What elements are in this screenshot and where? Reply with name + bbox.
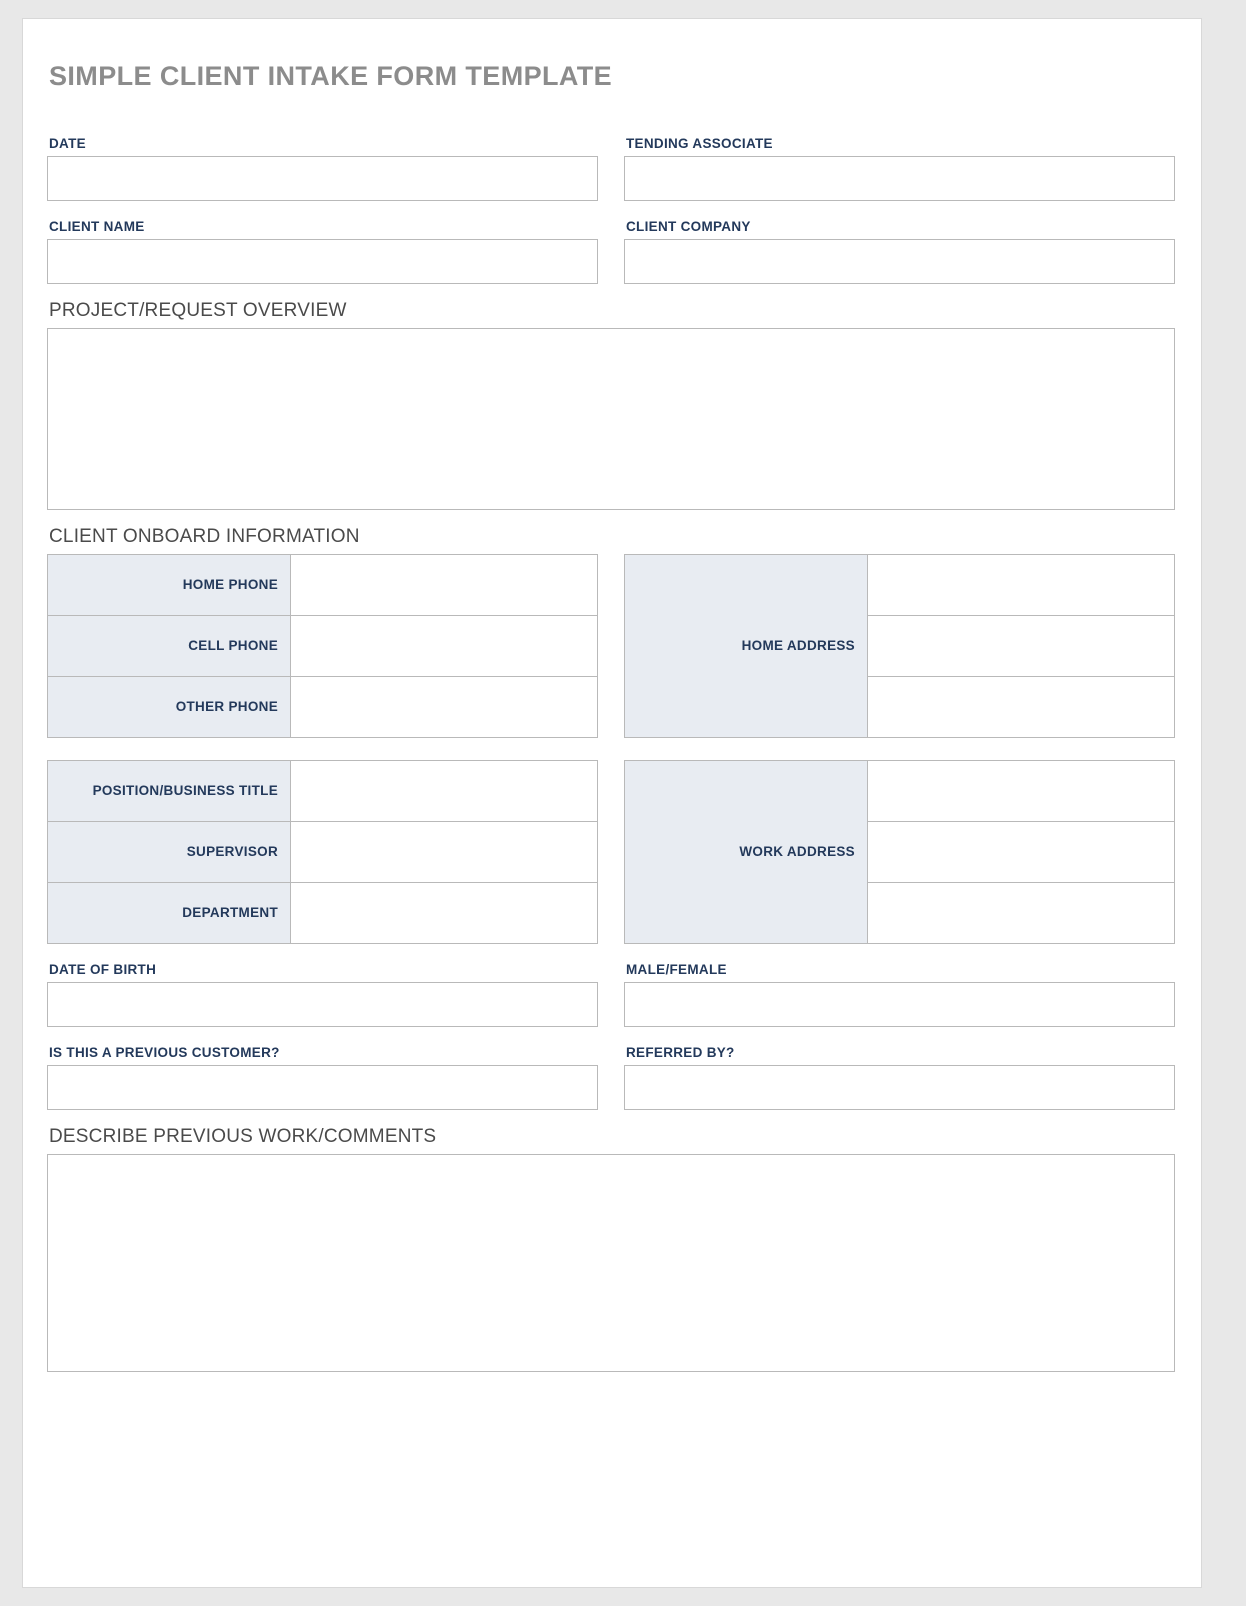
row-label-department: DEPARTMENT bbox=[48, 883, 291, 944]
work-address-line3-input[interactable] bbox=[868, 883, 1175, 944]
field-client-company bbox=[624, 219, 1175, 284]
other-phone-input[interactable] bbox=[291, 677, 598, 738]
field-previous-customer bbox=[47, 1045, 598, 1110]
table-row bbox=[48, 761, 598, 822]
page-title: SIMPLE CLIENT INTAKE FORM TEMPLATE bbox=[49, 61, 613, 91]
field-tending-associate bbox=[624, 136, 1175, 201]
field-date-of-birth bbox=[47, 962, 598, 1027]
male-female-input[interactable] bbox=[624, 982, 1175, 1027]
table-row bbox=[625, 761, 1175, 822]
row-label-other-phone: OTHER PHONE bbox=[48, 677, 291, 738]
client-name-input[interactable] bbox=[47, 239, 598, 284]
section-label-client-onboard: CLIENT ONBOARD INFORMATION bbox=[49, 526, 360, 547]
row-client-name-company bbox=[47, 219, 1175, 284]
cell-phone-input[interactable] bbox=[291, 616, 598, 677]
home-address-line3-input[interactable] bbox=[868, 677, 1175, 738]
field-referred-by bbox=[624, 1045, 1175, 1110]
tending-associate-input[interactable] bbox=[624, 156, 1175, 201]
row-previous-customer-referred bbox=[47, 1045, 1175, 1110]
table-row bbox=[625, 555, 1175, 616]
table-work-info bbox=[47, 760, 598, 944]
table-phones bbox=[47, 554, 598, 738]
field-label-client-company: CLIENT COMPANY bbox=[626, 219, 751, 234]
document-sheet bbox=[22, 18, 1202, 1588]
row-label-home-address: HOME ADDRESS bbox=[625, 555, 868, 738]
field-label-referred-by: REFERRED BY? bbox=[626, 1045, 735, 1060]
position-title-input[interactable] bbox=[291, 761, 598, 822]
previous-customer-input[interactable] bbox=[47, 1065, 598, 1110]
table-row bbox=[48, 822, 598, 883]
department-input[interactable] bbox=[291, 883, 598, 944]
section-label-project-overview: PROJECT/REQUEST OVERVIEW bbox=[49, 300, 347, 321]
supervisor-input[interactable] bbox=[291, 822, 598, 883]
table-home-address bbox=[624, 554, 1175, 738]
row-label-cell-phone: CELL PHONE bbox=[48, 616, 291, 677]
row-work-info-work-address bbox=[47, 760, 1175, 944]
referred-by-input[interactable] bbox=[624, 1065, 1175, 1110]
home-address-line2-input[interactable] bbox=[868, 616, 1175, 677]
date-input[interactable] bbox=[47, 156, 598, 201]
table-row bbox=[48, 555, 598, 616]
section-describe-previous-work bbox=[47, 1126, 1175, 1372]
field-male-female bbox=[624, 962, 1175, 1027]
row-label-position-title: POSITION/BUSINESS TITLE bbox=[48, 761, 291, 822]
table-row bbox=[48, 677, 598, 738]
table-row bbox=[48, 883, 598, 944]
field-label-date: DATE bbox=[49, 136, 86, 151]
home-phone-input[interactable] bbox=[291, 555, 598, 616]
row-label-work-address: WORK ADDRESS bbox=[625, 761, 868, 944]
row-label-supervisor: SUPERVISOR bbox=[48, 822, 291, 883]
row-date-associate bbox=[47, 136, 1175, 201]
date-of-birth-input[interactable] bbox=[47, 982, 598, 1027]
project-overview-textarea[interactable] bbox=[47, 328, 1175, 510]
row-label-home-phone: HOME PHONE bbox=[48, 555, 291, 616]
row-phones-home-address bbox=[47, 554, 1175, 738]
field-label-date-of-birth: DATE OF BIRTH bbox=[49, 962, 157, 977]
field-label-male-female: MALE/FEMALE bbox=[626, 962, 727, 977]
table-row bbox=[48, 616, 598, 677]
client-company-input[interactable] bbox=[624, 239, 1175, 284]
field-date bbox=[47, 136, 598, 201]
section-project-overview bbox=[47, 300, 1175, 510]
home-address-line1-input[interactable] bbox=[868, 555, 1175, 616]
describe-previous-work-textarea[interactable] bbox=[47, 1154, 1175, 1372]
work-address-line1-input[interactable] bbox=[868, 761, 1175, 822]
section-label-describe-previous-work: DESCRIBE PREVIOUS WORK/COMMENTS bbox=[49, 1126, 437, 1147]
field-client-name bbox=[47, 219, 598, 284]
field-label-tending-associate: TENDING ASSOCIATE bbox=[626, 136, 773, 151]
field-label-client-name: CLIENT NAME bbox=[49, 219, 145, 234]
work-address-line2-input[interactable] bbox=[868, 822, 1175, 883]
table-work-address bbox=[624, 760, 1175, 944]
row-dob-gender bbox=[47, 962, 1175, 1027]
field-label-previous-customer: IS THIS A PREVIOUS CUSTOMER? bbox=[49, 1045, 280, 1060]
